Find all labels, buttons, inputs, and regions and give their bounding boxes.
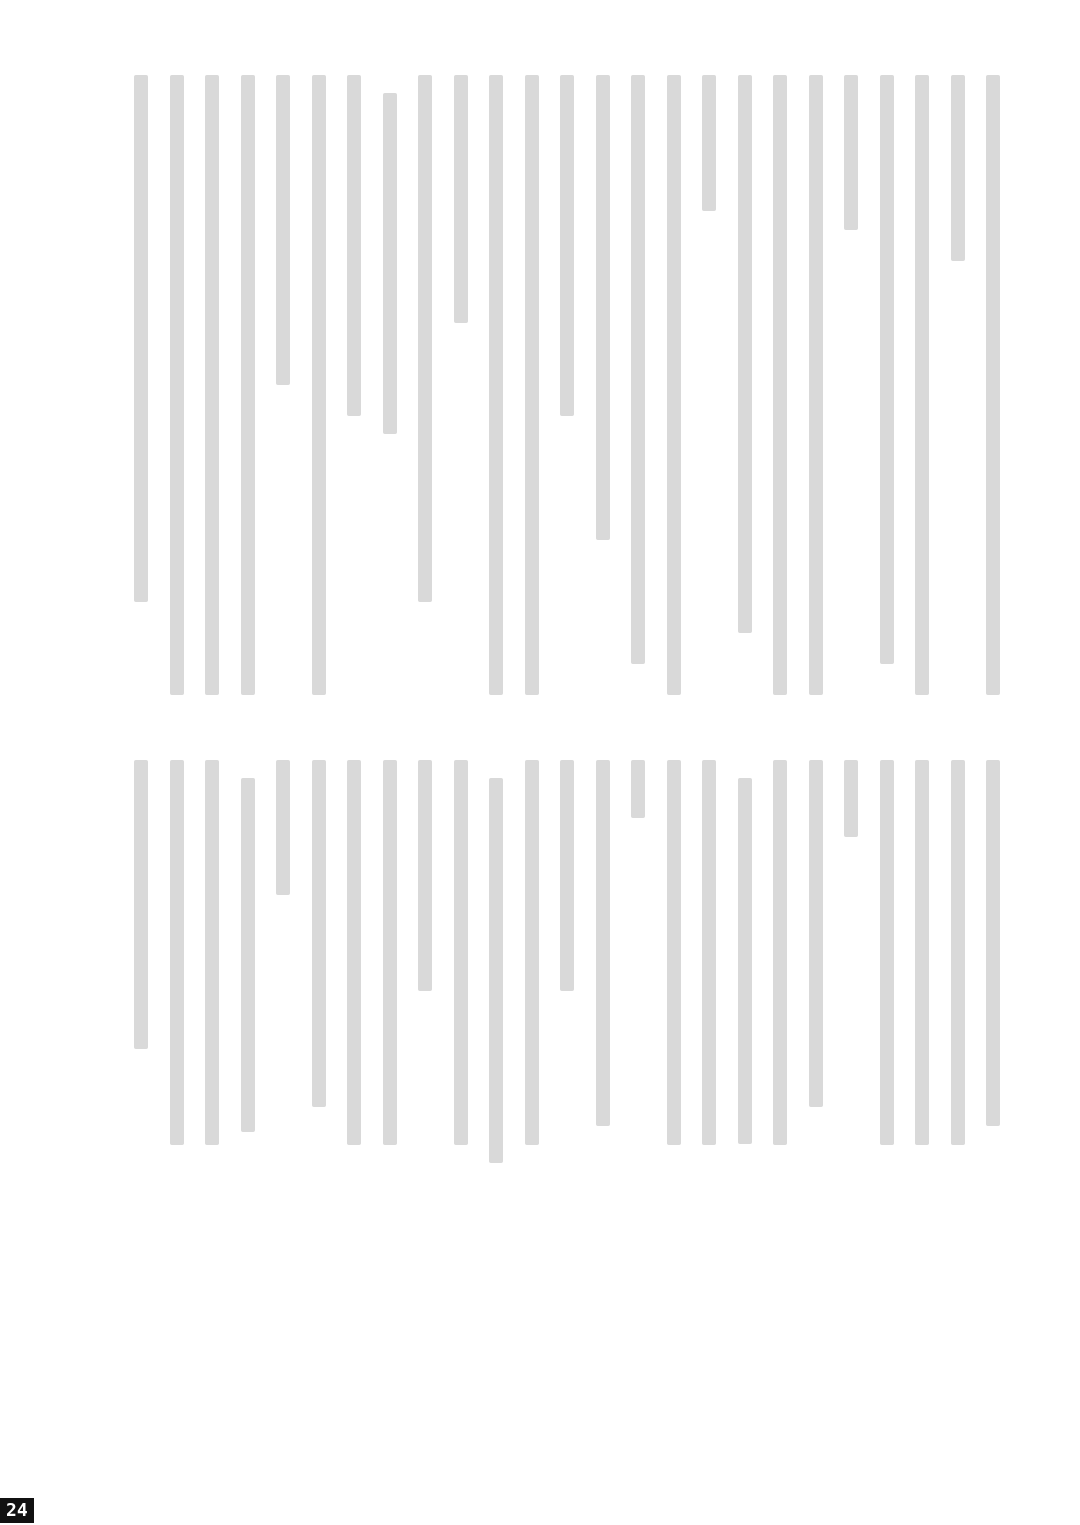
text-column-placeholder — [738, 75, 752, 633]
text-column-placeholder — [489, 778, 503, 1163]
text-column-placeholder — [951, 75, 965, 261]
text-column-placeholder — [667, 760, 681, 1145]
text-column-placeholder — [880, 760, 894, 1145]
text-column-placeholder — [844, 760, 858, 837]
text-column-placeholder — [596, 75, 610, 540]
text-column-placeholder — [383, 93, 397, 434]
text-column-placeholder — [702, 760, 716, 1145]
text-column-placeholder — [383, 760, 397, 1145]
text-column-placeholder — [986, 760, 1000, 1126]
text-column-placeholder — [454, 760, 468, 1145]
text-column-placeholder — [986, 75, 1000, 695]
text-column-placeholder — [276, 760, 290, 895]
text-column-placeholder — [809, 760, 823, 1107]
text-column-placeholder — [631, 760, 645, 818]
text-column-placeholder — [667, 75, 681, 695]
text-column-placeholder — [312, 760, 326, 1107]
text-column-placeholder — [418, 75, 432, 602]
text-column-placeholder — [702, 75, 716, 211]
text-column-placeholder — [347, 75, 361, 416]
text-column-placeholder — [489, 75, 503, 695]
text-column-placeholder — [205, 760, 219, 1145]
text-column-placeholder — [525, 75, 539, 695]
text-column-placeholder — [525, 760, 539, 1145]
text-column-placeholder — [773, 75, 787, 695]
page-number: 24 — [0, 1498, 34, 1523]
text-column-placeholder — [312, 75, 326, 695]
text-block-top — [140, 75, 1000, 695]
text-column-placeholder — [170, 75, 184, 695]
text-column-placeholder — [560, 75, 574, 416]
text-column-placeholder — [880, 75, 894, 664]
text-column-placeholder — [596, 760, 610, 1126]
text-column-placeholder — [915, 75, 929, 695]
text-column-placeholder — [738, 778, 752, 1144]
text-column-placeholder — [773, 760, 787, 1145]
text-column-placeholder — [134, 75, 148, 602]
text-column-placeholder — [241, 778, 255, 1132]
text-column-placeholder — [631, 75, 645, 664]
text-column-placeholder — [276, 75, 290, 385]
text-column-placeholder — [844, 75, 858, 230]
text-column-placeholder — [205, 75, 219, 695]
text-column-placeholder — [241, 75, 255, 695]
text-block-bottom — [140, 760, 1000, 1145]
text-column-placeholder — [454, 75, 468, 323]
text-column-placeholder — [915, 760, 929, 1145]
text-column-placeholder — [170, 760, 184, 1145]
text-column-placeholder — [347, 760, 361, 1145]
text-column-placeholder — [951, 760, 965, 1145]
text-column-placeholder — [134, 760, 148, 1049]
text-column-placeholder — [809, 75, 823, 695]
text-column-placeholder — [560, 760, 574, 991]
text-column-placeholder — [418, 760, 432, 991]
